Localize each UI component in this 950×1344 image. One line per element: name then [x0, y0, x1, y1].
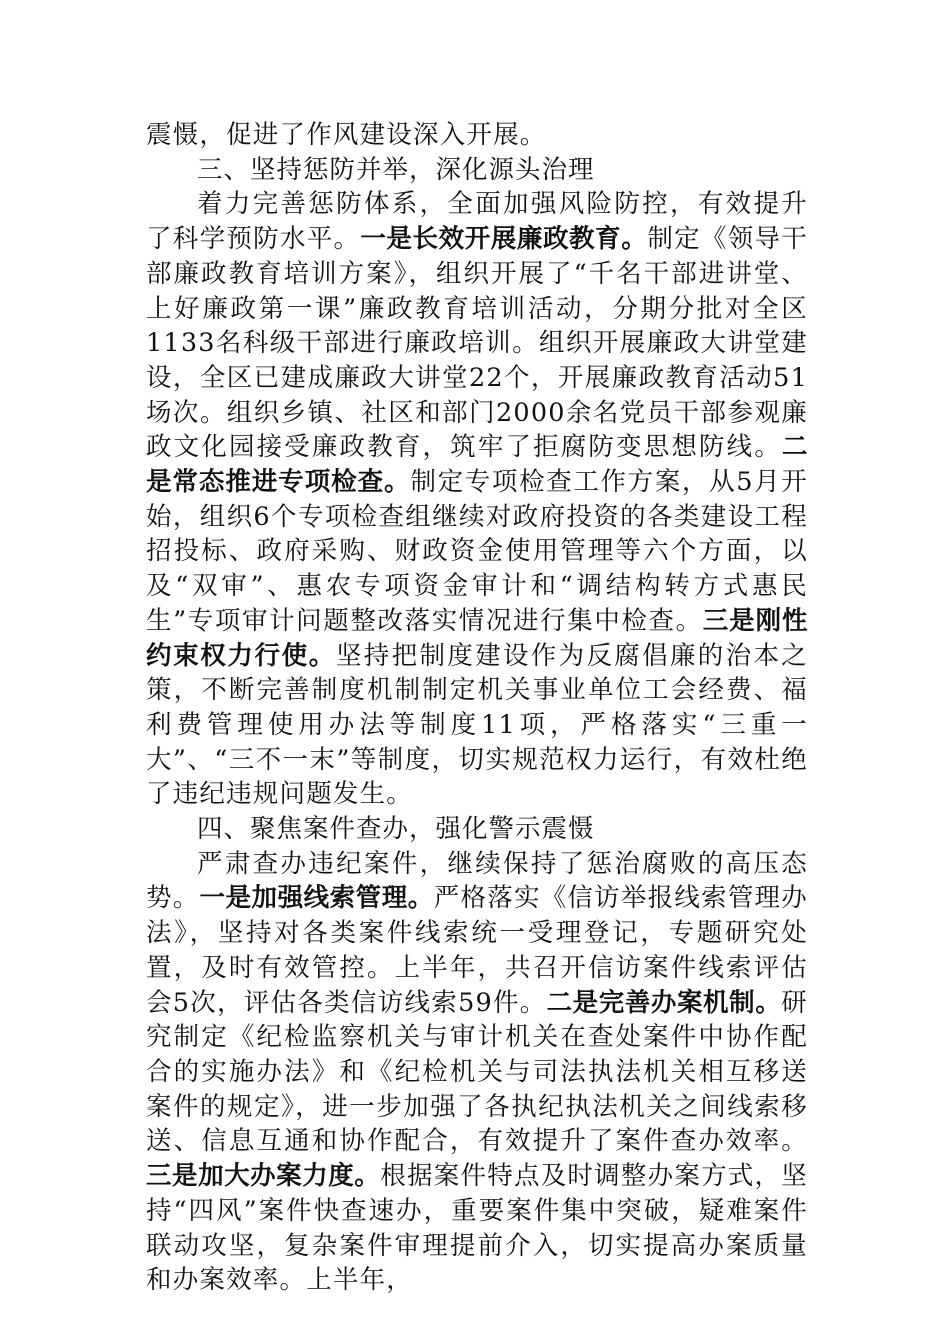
point-text-3: 根据案件特点及时调整办案方式，坚持“四风”案件快查速办，重要案件集中突破，疑难案件联动攻坚，复杂案件审理提前介入，切实提高办案质量和办案效率。上半年，: [146, 1161, 808, 1296]
paragraph-cases: [146, 847, 808, 1298]
point-heading-3: 三是加大办案力度。: [146, 1161, 381, 1192]
point-text-1: 制定《领导干部廉政教育培训方案》，组织开展了“千名干部进讲堂、上好廉政第一课”廉政教育培训活动，分期分批对全区1133名科级干部进行廉政培训。组织开展廉政大讲堂建设，全区已建成廉政大讲堂22个，开展廉政教育活动51场次。组织乡镇、社区和部门2000余名党员干部参观廉政文化园接受廉政教育，筑牢了拒腐防变思想防线。: [146, 224, 808, 463]
point-heading-2: 二是常态推进专项检查。: [146, 432, 808, 498]
section-heading-3: 三、坚持惩防并举，深化源头治理: [197, 154, 595, 185]
paragraph-text: 震慑，促进了作风建设深入开展。: [146, 120, 547, 150]
point-text-2: 研究制定《纪检监察机关与审计机关在查处案件中协作配合的实施办法》和《纪检机关与司法执法机关相互移送案件的规定》，进一步加强了各执纪执法机关之间线索移送、信息互通和协作配合，有效提升了案件查办效率。: [146, 987, 808, 1157]
point-heading-3: 三是刚性约束权力行使。: [146, 605, 808, 671]
point-heading-1: 一是加强线索管理。: [199, 883, 434, 914]
section-heading-4: 四、聚焦案件查办，强化警示震慑: [197, 814, 595, 845]
paragraph-continuation: [146, 118, 808, 153]
point-text-3: 坚持把制度建设作为反腐倡廉的治本之策，不断完善制度机制制定机关事业单位工会经费、福利费管理使用办法等制度11项，严格落实“三重一大”、“三不一末”等制度，切实规范权力运行，有效杜绝了违纪违规问题发生。: [146, 640, 808, 810]
point-text-2: 制定专项检查工作方案，从5月开始，组织6个专项检查组继续对政府投资的各类建设工程招投标、政府采购、财政资金使用管理等六个方面，以及“双审”、惠农专项资金审计和“调结构转方式惠民生”专项审计问题整改落实情况进行集中检查。: [146, 467, 808, 636]
document-page: [146, 118, 808, 1298]
point-heading-1: 一是长效开展廉政教育。: [360, 224, 648, 255]
point-heading-2: 二是完善办案机制。: [546, 987, 782, 1018]
paragraph-lead: 严肃查办违纪案件，继续保持了惩治腐败的高压态势。: [146, 848, 808, 914]
paragraph-lead: 着力完善惩防体系，全面加强风险防控，有效提升了科学预防水平。: [146, 189, 808, 255]
point-text-1: 严格落实《信访举报线索管理办法》，坚持对各类案件线索统一受理登记，专题研究处置，及时有效管控。上半年，共召开信访案件线索评估会5次，评估各类信访线索59件。: [146, 883, 808, 1018]
paragraph-prevention: [146, 187, 808, 812]
